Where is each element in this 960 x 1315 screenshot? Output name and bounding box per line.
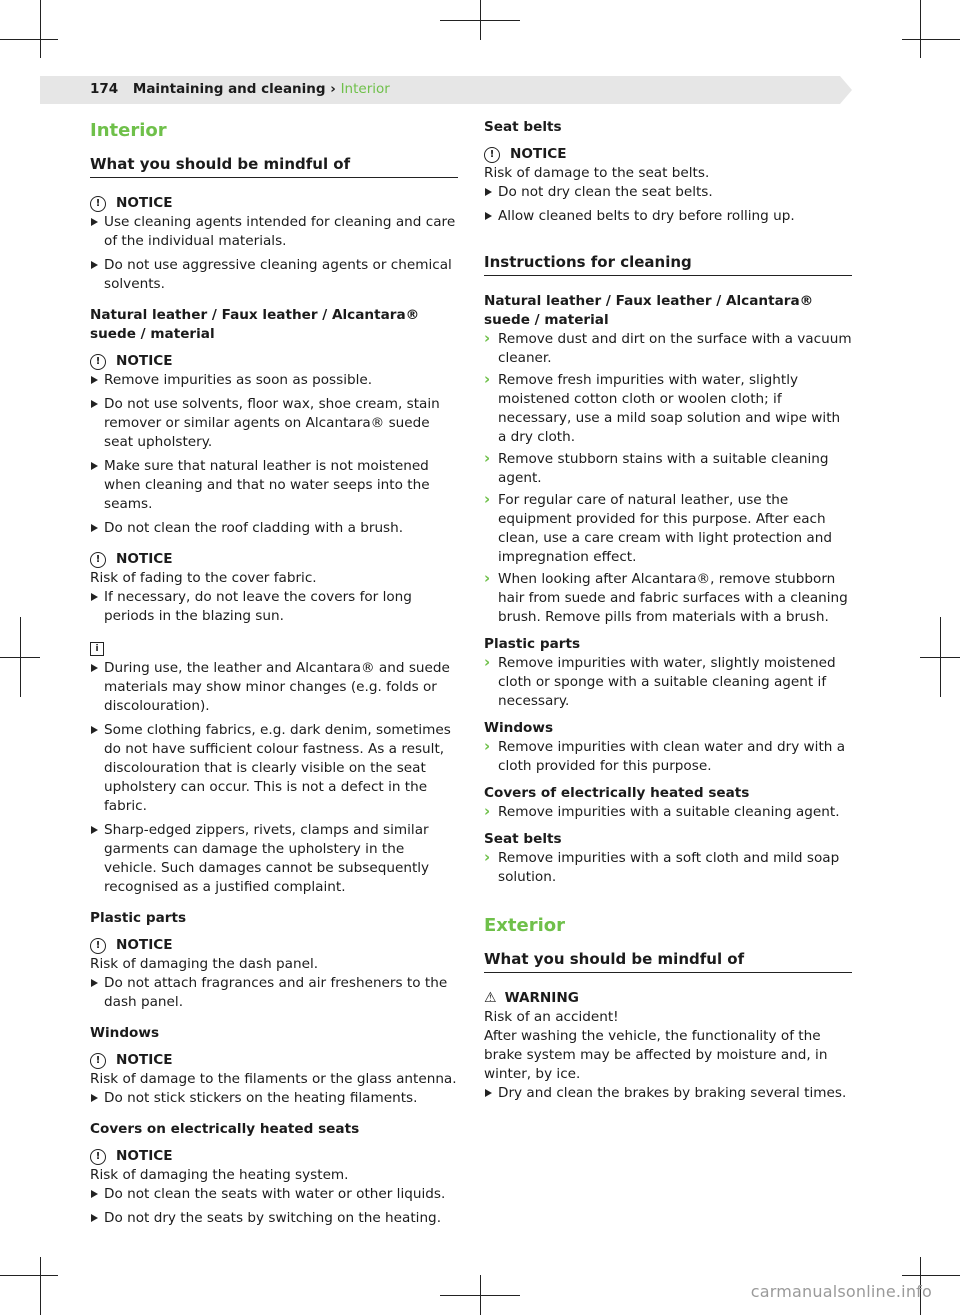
- plastic-heading: Plastic parts: [484, 636, 581, 652]
- bullet-item: Do not use solvents, floor wax, shoe cream, stain remover or similar agents on Alcantara® suede seat upholstery.: [90, 395, 458, 452]
- notice-label: [90, 550, 458, 569]
- step-item: › Remove impurities with water, slightly moistened cloth or sponge with a suitable cleaning agent if necessary.: [484, 654, 852, 711]
- step-item: › Remove dust and dirt on the surface with a vacuum cleaner.: [484, 330, 852, 368]
- step-item: › Remove impurities with a soft cloth and mild soap solution.: [484, 849, 852, 887]
- section-subtitle: What you should be mindful of: [90, 154, 458, 178]
- notice-text: NOTICE: [116, 1052, 173, 1068]
- crop-mark: [902, 1275, 960, 1276]
- seatbelts-heading: Seat belts: [484, 119, 562, 135]
- info-icon: i: [90, 642, 104, 656]
- step-item: › Remove fresh impurities with water, slightly moistened cotton cloth or woolen cloth; if necessary, use a mild soap solution and wipe with a dry cloth.: [484, 371, 852, 447]
- notice-label: [90, 194, 458, 213]
- bullet-list: [90, 213, 458, 294]
- bullet-list: [90, 371, 458, 538]
- notice-icon: !: [90, 938, 106, 954]
- section-title: Interior: [90, 120, 167, 141]
- crop-mark: [40, 0, 41, 58]
- bullet-item: During use, the leather and Alcantara® and suede materials may show minor changes (e.g. folds or discolouration).: [90, 659, 458, 716]
- breadcrumb: [90, 80, 390, 99]
- step-list: [484, 803, 852, 822]
- warning-block: [484, 989, 852, 1103]
- step-item: › When looking after Alcantara®, remove stubborn hair from suede and fabric surfaces with a cleaning brush. Remove pills from materials with a brush.: [484, 570, 852, 627]
- notice-block: [484, 145, 852, 226]
- bullet-item: Do not clean the seats with water or other liquids.: [90, 1185, 458, 1204]
- breadcrumb-current: Interior: [340, 81, 390, 97]
- bullet-list: [484, 183, 852, 226]
- notice-label: [484, 145, 852, 164]
- crop-mark: [0, 1275, 58, 1276]
- crop-mark: [40, 1257, 41, 1315]
- bullet-list: [90, 1089, 458, 1108]
- notice-text: NOTICE: [116, 551, 173, 567]
- left-column: [90, 118, 458, 1240]
- footer-watermark: carmanualsonline.info: [750, 1282, 932, 1301]
- bullet-item: Do not clean the roof cladding with a brush.: [90, 519, 458, 538]
- step-item: › Remove impurities with a suitable cleaning agent.: [484, 803, 852, 822]
- bullet-item: Do not attach fragrances and air fresheners to the dash panel.: [90, 974, 458, 1012]
- notice-icon: !: [484, 147, 500, 163]
- notice-icon: !: [90, 354, 106, 370]
- step-item: › Remove stubborn stains with a suitable cleaning agent.: [484, 450, 852, 488]
- warning-label: [484, 989, 852, 1008]
- notice-body: Risk of fading to the cover fabric.: [90, 570, 317, 586]
- bullet-list: [484, 1084, 852, 1103]
- crop-mark: [20, 617, 21, 697]
- right-column: [484, 118, 852, 1115]
- windows-heading: Windows: [484, 720, 554, 736]
- notice-block: [90, 1051, 458, 1108]
- warning-text: WARNING: [504, 990, 579, 1006]
- notice-body: Risk of damage to the filaments or the glass antenna.: [90, 1071, 457, 1087]
- page-number: 174: [90, 81, 119, 97]
- notice-body: Risk of damage to the seat belts.: [484, 165, 710, 181]
- bullet-item: Sharp-edged zippers, rivets, clamps and similar garments can damage the upholstery in the vehicle. Such damages cannot be subsequently recognised as a justified complaint.: [90, 821, 458, 897]
- notice-icon: !: [90, 1149, 106, 1165]
- notice-text: NOTICE: [116, 353, 173, 369]
- bullet-item: Do not dry the seats by switching on the heating.: [90, 1209, 458, 1228]
- step-item: › Remove impurities with clean water and dry with a cloth provided for this purpose.: [484, 738, 852, 776]
- bullet-item: Do not dry clean the seat belts.: [484, 183, 852, 202]
- belts-heading: Seat belts: [484, 831, 562, 847]
- bullet-item: If necessary, do not leave the covers for long periods in the blazing sun.: [90, 588, 458, 626]
- bullet-item: Make sure that natural leather is not moistened when cleaning and that no water seeps into the seams.: [90, 457, 458, 514]
- crop-mark: [902, 39, 960, 40]
- bullet-item: Do not use aggressive cleaning agents or chemical solvents.: [90, 256, 458, 294]
- heated-heading: Covers on electrically heated seats: [90, 1121, 360, 1137]
- bullet-list: [90, 588, 458, 626]
- leather-heading: Natural leather / Faux leather / Alcantara® suede / material: [90, 307, 420, 342]
- bullet-list: [90, 974, 458, 1012]
- warning-line: Risk of an accident!: [484, 1009, 619, 1025]
- crop-mark: [0, 39, 58, 40]
- notice-label: [90, 1051, 458, 1070]
- notice-icon: !: [90, 1053, 106, 1069]
- step-list: [484, 738, 852, 776]
- bullet-item: Dry and clean the brakes by braking several times.: [484, 1084, 852, 1103]
- bullet-item: Do not stick stickers on the heating filaments.: [90, 1089, 458, 1108]
- windows-heading: Windows: [90, 1025, 160, 1041]
- notice-body: Risk of damaging the dash panel.: [90, 956, 319, 972]
- notice-block: [90, 936, 458, 1012]
- notice-block: [90, 194, 458, 294]
- notice-block: [90, 1147, 458, 1228]
- notice-label: [90, 352, 458, 371]
- notice-text: NOTICE: [116, 1148, 173, 1164]
- notice-label: [90, 1147, 458, 1166]
- warning-line: After washing the vehicle, the functionality of the brake system may be affected by moisture and, in winter, by ice.: [484, 1028, 828, 1082]
- breadcrumb-separator: ›: [330, 81, 336, 97]
- notice-text: NOTICE: [116, 937, 173, 953]
- crop-mark: [920, 0, 921, 58]
- instructions-title: Instructions for cleaning: [484, 252, 852, 276]
- crop-mark: [480, 1275, 481, 1315]
- bullet-item: Some clothing fabrics, e.g. dark denim, sometimes do not have sufficient colour fastness. As a result, discolouration that is clearly visible on the seat upholstery can occur. This is not a defect in the fabric.: [90, 721, 458, 816]
- notice-body: Risk of damaging the heating system.: [90, 1167, 349, 1183]
- bullet-item: Use cleaning agents intended for cleaning and care of the individual materials.: [90, 213, 458, 251]
- warning-icon: ⚠: [484, 990, 497, 1006]
- notice-block: [90, 550, 458, 626]
- info-block: [90, 638, 458, 897]
- warning-body: [484, 1008, 852, 1084]
- bullet-item: Remove impurities as soon as possible.: [90, 371, 458, 390]
- bullet-list: [90, 659, 458, 897]
- heated-heading: Covers of electrically heated seats: [484, 785, 750, 801]
- crop-mark: [480, 0, 481, 40]
- bullet-list: [90, 1185, 458, 1228]
- plastic-heading: Plastic parts: [90, 910, 187, 926]
- step-list: [484, 654, 852, 711]
- step-item: › For regular care of natural leather, use the equipment provided for this purpose. After each clean, use a care cream with light protection and impregnation effect.: [484, 491, 852, 567]
- notice-label: [90, 936, 458, 955]
- notice-icon: !: [90, 196, 106, 212]
- breadcrumb-section[interactable]: Maintaining and cleaning: [132, 81, 326, 97]
- notice-text: NOTICE: [116, 195, 173, 211]
- step-list: [484, 330, 852, 627]
- step-list: [484, 849, 852, 887]
- leather-heading: Natural leather / Faux leather / Alcantara® suede / material: [484, 293, 814, 328]
- exterior-subtitle: What you should be mindful of: [484, 949, 852, 973]
- notice-block: [90, 352, 458, 538]
- notice-text: NOTICE: [510, 146, 567, 162]
- exterior-title: Exterior: [484, 915, 566, 936]
- bullet-item: Allow cleaned belts to dry before rolling up.: [484, 207, 852, 226]
- notice-icon: !: [90, 552, 106, 568]
- crop-mark: [940, 617, 941, 697]
